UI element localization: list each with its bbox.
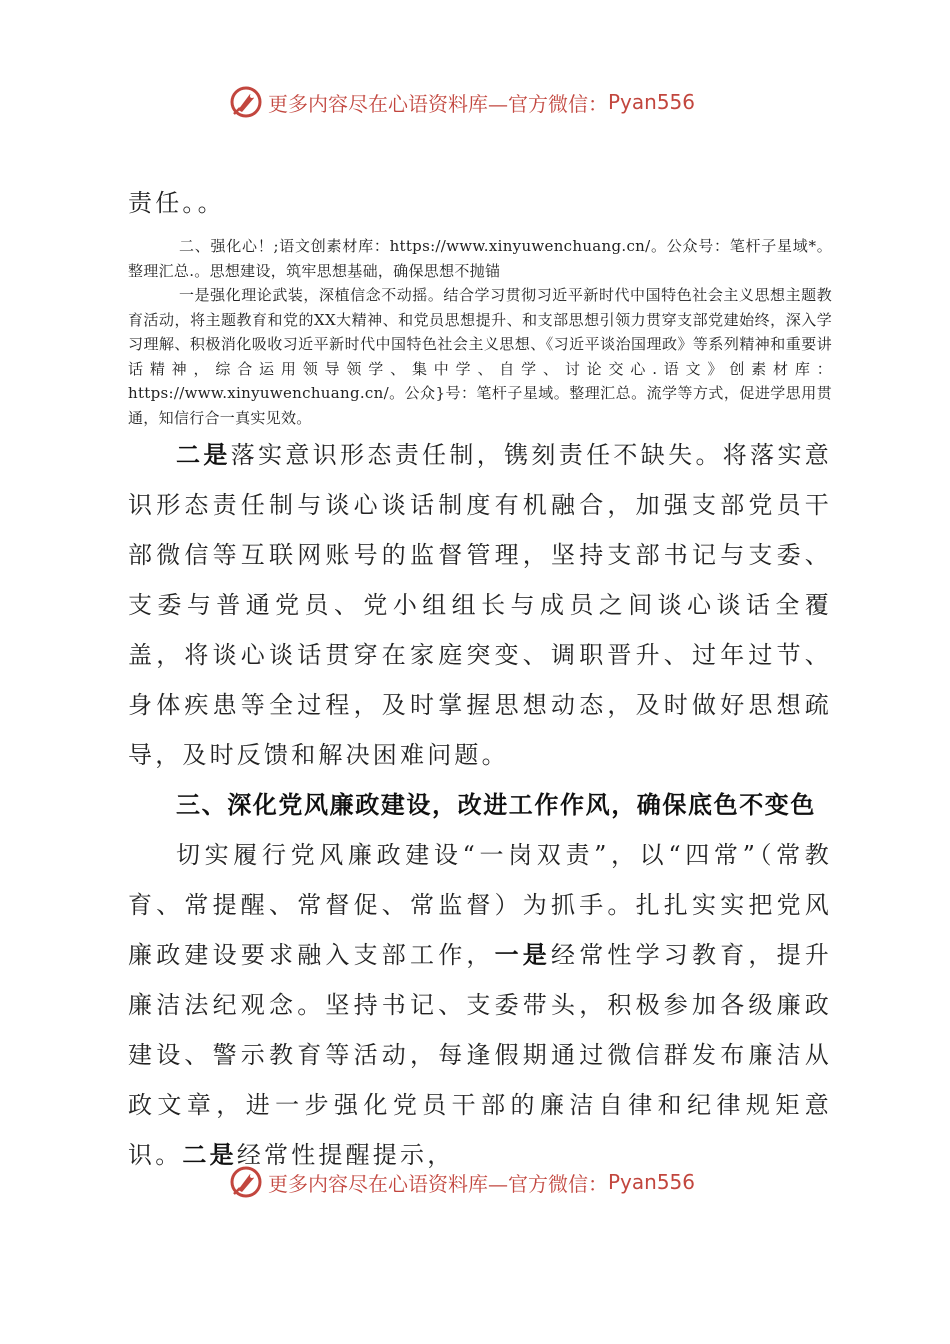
footer-wechat-id: Pyan556 bbox=[608, 1170, 696, 1194]
paragraph-5-lead-1: 一是 bbox=[494, 940, 551, 969]
paragraph-2: 二、强化心！;语文创素材库：https://www.xinyuwenchuang.cn/。公众号：笔杆子星域*。整理汇总.。思想建设，筑牢思想基础，确保思想不抛锚 bbox=[128, 237, 832, 280]
footer-banner bbox=[228, 1164, 728, 1200]
paragraph-5-part-b: 经常性学习教育，提升廉洁法纪观念。坚持书记、支委带头，积极参加各级廉政建设、警示教育等活动，每逢假期通过微信群发布廉洁从政文章，进一步强化党员干部的廉洁自律和纪律规矩意识。 bbox=[128, 941, 832, 1169]
paragraph-5 bbox=[128, 830, 832, 1180]
paragraph-4 bbox=[128, 430, 832, 780]
header-wechat-id: Pyan556 bbox=[608, 90, 696, 114]
paragraph-1: 责任。。 bbox=[128, 189, 225, 217]
section-heading-3: 三、深化党风廉政建设，改进工作作风，确保底色不变色 bbox=[176, 790, 816, 819]
header-banner bbox=[228, 84, 728, 120]
header-banner-text: 更多内容尽在心语资料库—官方微信： bbox=[268, 91, 608, 116]
paragraph-4-lead: 二是 bbox=[176, 440, 231, 469]
footer-banner-text: 更多内容尽在心语资料库—官方微信： bbox=[268, 1171, 608, 1196]
paragraph-5-lead-2: 二是 bbox=[182, 1140, 237, 1169]
paragraph-3: 一是强化理论武装，深植信念不动摇。结合学习贯彻习近平新时代中国特色社会主义思想主题教育活动，将主题教育和党的XX大精神、和党员思想提升、和支部思想引领力贯穿支部党建始终，深入学习理解、积极消化吸收习近平新时代中国特色社会主义思想、《习近平谈治国理政》等系列精神和重要讲话精神，综合运用领导领学、集中学、自学、讨论交心.语文》创素材库：https://www.xinyuwenchuang.cn/。公众}号：笔杆子星域。整理汇总。流学等方式，促进学思用贯通，知信行合一真实见效。 bbox=[128, 286, 832, 427]
paragraph-5-part-a: 切实履行党风廉政建设“一岗双责”，以“四常”（常教育、常提醒、常督促、常监督）为抓手。扎扎实实把党风廉政建设要求融入支部工作， bbox=[128, 841, 832, 969]
pen-nib-logo-icon bbox=[228, 84, 264, 120]
paragraph-5-part-c: 经常性提醒提示， bbox=[236, 1141, 455, 1169]
paragraph-4-text: 落实意识形态责任制，镌刻责任不缺失。将落实意识形态责任制与谈心谈话制度有机融合，加强支部党员干部微信等互联网账号的监督管理，坚持支部书记与支委、支委与普通党员、党小组组长与成员之间谈心谈话全覆盖，将谈心谈话贯穿在家庭突变、调职晋升、过年过节、身体疾患等全过程，及时掌握思想动态，及时做好思想疏导，及时反馈和解决困难问题。 bbox=[128, 441, 832, 769]
document-body bbox=[128, 178, 832, 1180]
pen-nib-logo-icon bbox=[228, 1164, 264, 1200]
